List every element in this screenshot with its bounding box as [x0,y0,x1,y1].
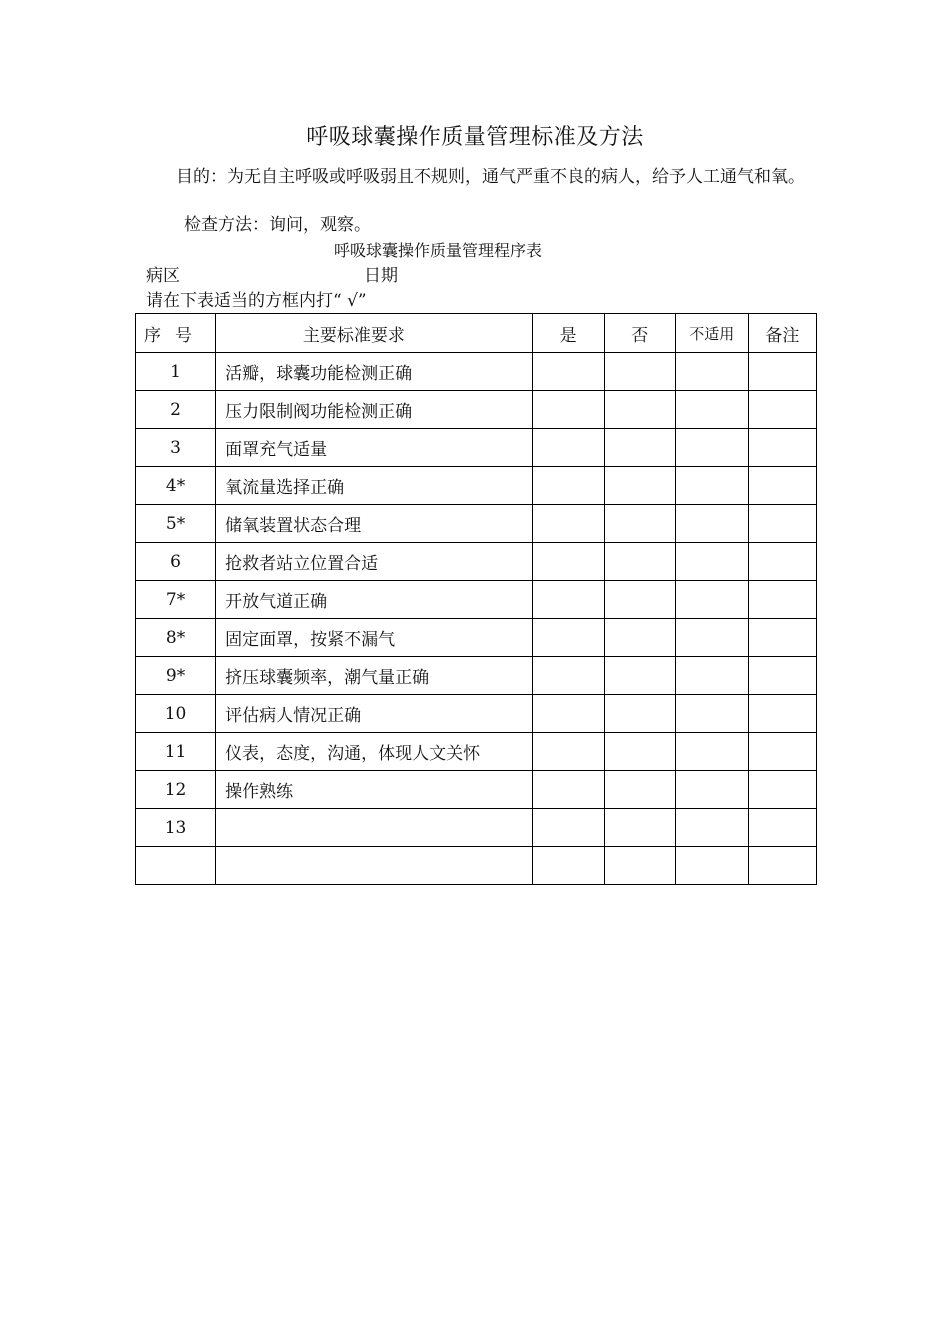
yes-checkbox-cell[interactable] [532,543,604,581]
remarks-cell[interactable] [748,353,816,391]
row-number: 1 [136,353,216,391]
table-row [136,771,817,809]
row-requirement: 操作熟练 [216,771,532,809]
row-requirement: 开放气道正确 [216,581,532,619]
no-checkbox-cell[interactable] [604,847,675,885]
table-row [136,657,817,695]
remarks-cell[interactable] [748,733,816,771]
row-number: 11 [136,733,216,771]
table-row [136,391,817,429]
header-requirement: 主要标准要求 [216,314,532,353]
row-requirement: 储氧装置状态合理 [216,505,532,543]
table-row [136,543,817,581]
na-checkbox-cell[interactable] [675,657,748,695]
row-number: 6 [136,543,216,581]
na-checkbox-cell[interactable] [675,353,748,391]
na-checkbox-cell[interactable] [675,581,748,619]
row-number: 5* [136,505,216,543]
na-checkbox-cell[interactable] [675,809,748,847]
no-checkbox-cell[interactable] [604,581,675,619]
row-number: 3 [136,429,216,467]
purpose-paragraph: 目的：为无自主呼吸或呼吸弱且不规则，通气严重不良的病人，给予人工通气和氧。 [176,167,805,187]
yes-checkbox-cell[interactable] [532,619,604,657]
table-row [136,505,817,543]
table-row [136,619,817,657]
yes-checkbox-cell[interactable] [532,657,604,695]
header-yes: 是 [532,314,604,353]
yes-checkbox-cell[interactable] [532,505,604,543]
na-checkbox-cell[interactable] [675,771,748,809]
yes-checkbox-cell[interactable] [532,695,604,733]
remarks-cell[interactable] [748,657,816,695]
na-checkbox-cell[interactable] [675,429,748,467]
row-requirement [216,809,532,847]
table-row [136,467,817,505]
no-checkbox-cell[interactable] [604,467,675,505]
row-number: 8* [136,619,216,657]
table-row [136,733,817,771]
row-number: 9* [136,657,216,695]
yes-checkbox-cell[interactable] [532,391,604,429]
no-checkbox-cell[interactable] [604,353,675,391]
row-number: 10 [136,695,216,733]
remarks-cell[interactable] [748,619,816,657]
remarks-cell[interactable] [748,543,816,581]
no-checkbox-cell[interactable] [604,695,675,733]
no-checkbox-cell[interactable] [604,391,675,429]
row-number: 2 [136,391,216,429]
header-no: 否 [604,314,675,353]
yes-checkbox-cell[interactable] [532,733,604,771]
no-checkbox-cell[interactable] [604,809,675,847]
yes-checkbox-cell[interactable] [532,809,604,847]
na-checkbox-cell[interactable] [675,619,748,657]
no-checkbox-cell[interactable] [604,619,675,657]
header-not-applicable: 不适用 [675,314,748,353]
na-checkbox-cell[interactable] [675,505,748,543]
yes-checkbox-cell[interactable] [532,467,604,505]
yes-checkbox-cell[interactable] [532,771,604,809]
remarks-cell[interactable] [748,771,816,809]
ward-label: 病区 [146,266,180,286]
date-label: 日期 [364,266,398,286]
no-checkbox-cell[interactable] [604,543,675,581]
yes-checkbox-cell[interactable] [532,581,604,619]
inspection-method: 检查方法：询问，观察。 [184,215,371,235]
document-title: 呼吸球囊操作质量管理标准及方法 [306,125,644,150]
row-requirement: 挤压球囊频率，潮气量正确 [216,657,532,695]
table-row [136,695,817,733]
row-requirement: 氧流量选择正确 [216,467,532,505]
no-checkbox-cell[interactable] [604,733,675,771]
row-requirement [216,847,532,885]
remarks-cell[interactable] [748,695,816,733]
table-row [136,429,817,467]
remarks-cell[interactable] [748,847,816,885]
header-number: 序号 [136,314,216,353]
na-checkbox-cell[interactable] [675,391,748,429]
na-checkbox-cell[interactable] [675,847,748,885]
row-number: 12 [136,771,216,809]
remarks-cell[interactable] [748,809,816,847]
no-checkbox-cell[interactable] [604,771,675,809]
row-requirement: 固定面罩，按紧不漏气 [216,619,532,657]
row-number: 7* [136,581,216,619]
row-requirement: 仪表，态度，沟通，体现人文关怀 [216,733,532,771]
na-checkbox-cell[interactable] [675,467,748,505]
row-requirement: 活瓣，球囊功能检测正确 [216,353,532,391]
yes-checkbox-cell[interactable] [532,847,604,885]
row-requirement: 评估病人情况正确 [216,695,532,733]
check-instruction: 请在下表适当的方框内打“ √” [146,291,367,311]
header-remarks: 备注 [748,314,816,353]
yes-checkbox-cell[interactable] [532,429,604,467]
table-row [136,809,817,847]
na-checkbox-cell[interactable] [675,543,748,581]
table-header-row [136,314,817,353]
table-subtitle: 呼吸球囊操作质量管理程序表 [334,241,543,260]
row-requirement: 抢救者站立位置合适 [216,543,532,581]
table-row [136,581,817,619]
no-checkbox-cell[interactable] [604,429,675,467]
remarks-cell[interactable] [748,391,816,429]
no-checkbox-cell[interactable] [604,505,675,543]
yes-checkbox-cell[interactable] [532,353,604,391]
remarks-cell[interactable] [748,467,816,505]
checklist-table [135,313,817,885]
row-requirement: 面罩充气适量 [216,429,532,467]
row-number: 13 [136,809,216,847]
na-checkbox-cell[interactable] [675,695,748,733]
remarks-cell[interactable] [748,505,816,543]
row-number [136,847,216,885]
table-row [136,353,817,391]
table-row [136,847,817,885]
row-number: 4* [136,467,216,505]
row-requirement: 压力限制阀功能检测正确 [216,391,532,429]
remarks-cell[interactable] [748,429,816,467]
na-checkbox-cell[interactable] [675,733,748,771]
no-checkbox-cell[interactable] [604,657,675,695]
remarks-cell[interactable] [748,581,816,619]
